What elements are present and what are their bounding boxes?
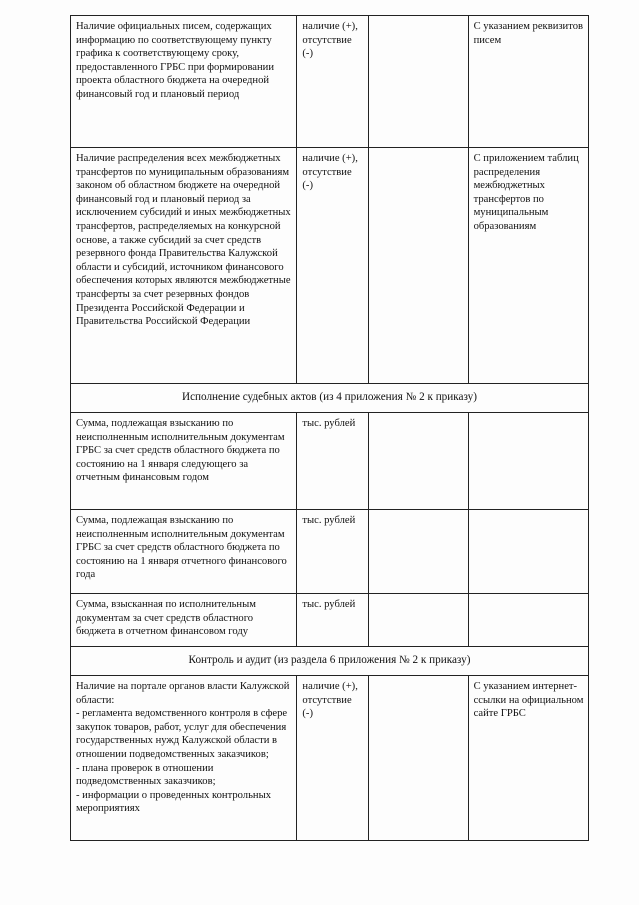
criterion-value [369,510,468,594]
criterion-note: С приложением таблиц распределения межбюджетных трансфертов по муниципальным образованиям [468,148,588,384]
criterion-value [369,16,468,148]
criterion-value [369,148,468,384]
criterion-value [369,594,468,647]
table-row [71,413,589,510]
section-title: Исполнение судебных актов (из 4 приложения № 2 к приказу) [71,384,589,413]
criterion-note: С указанием интернет-ссылки на официальном сайте ГРБС [468,676,588,841]
criterion-name: Сумма, подлежащая взысканию по неисполненным исполнительным документам ГРБС за счет средств областного бюджета по состоянию на 1 января отчетного финансового года [71,510,297,594]
criterion-note [468,594,588,647]
criterion-unit: наличие (+), отсутствие (-) [297,676,369,841]
section-row [71,384,589,413]
criterion-note [468,413,588,510]
table-row [71,16,589,148]
criterion-unit: тыс. рублей [297,510,369,594]
criterion-value [369,413,468,510]
criterion-unit: наличие (+), отсутствие (-) [297,148,369,384]
criterion-unit: тыс. рублей [297,594,369,647]
criterion-unit: наличие (+), отсутствие (-) [297,16,369,148]
table-row [71,510,589,594]
criterion-name: Наличие на портале органов власти Калужской области: - регламента ведомственного контроля в сфере закупок товаров, работ, услуг для обеспечения государственных нужд Калужской области в отношении подведомственных заказчиков; - плана проверок в отношении подведомственных заказчиков; - информации о проведенных контрольных мероприятиях [71,676,297,841]
criterion-name: Сумма, подлежащая взысканию по неисполненным исполнительным документам ГРБС за счет средств областного бюджета по состоянию на 1 января следующего за отчетным финансовым годом [71,413,297,510]
criterion-name: Сумма, взысканная по исполнительным документам за счет средств областного бюджета в отчетном финансовом году [71,594,297,647]
table-row [71,148,589,384]
criterion-unit: тыс. рублей [297,413,369,510]
section-row [71,647,589,676]
criterion-note: С указанием реквизитов писем [468,16,588,148]
criterion-note [468,510,588,594]
criterion-value [369,676,468,841]
criteria-table [70,15,589,841]
table-row [71,676,589,841]
section-title: Контроль и аудит (из раздела 6 приложения № 2 к приказу) [71,647,589,676]
criterion-name: Наличие распределения всех межбюджетных трансфертов по муниципальным образованиям законом об областном бюджете на очередной финансовый год и плановый период за исключением субсидий и иных межбюджетных трансфертов, распределяемых на конкурсной основе, а также субсидий за счет средств резервного фонда Правительства Калужской области и субсидий, источником финансового обеспечения которых являются межбюджетные трансферты за счет резервных фондов Президента Российской Федерации и Правительства Российской Федерации [71,148,297,384]
table-row [71,594,589,647]
criterion-name: Наличие официальных писем, содержащих информацию по соответствующему пункту графика к соответствующему сроку, предоставленного ГРБС при формировании проекта областного бюджета на очередной финансовый год и плановый период [71,16,297,148]
